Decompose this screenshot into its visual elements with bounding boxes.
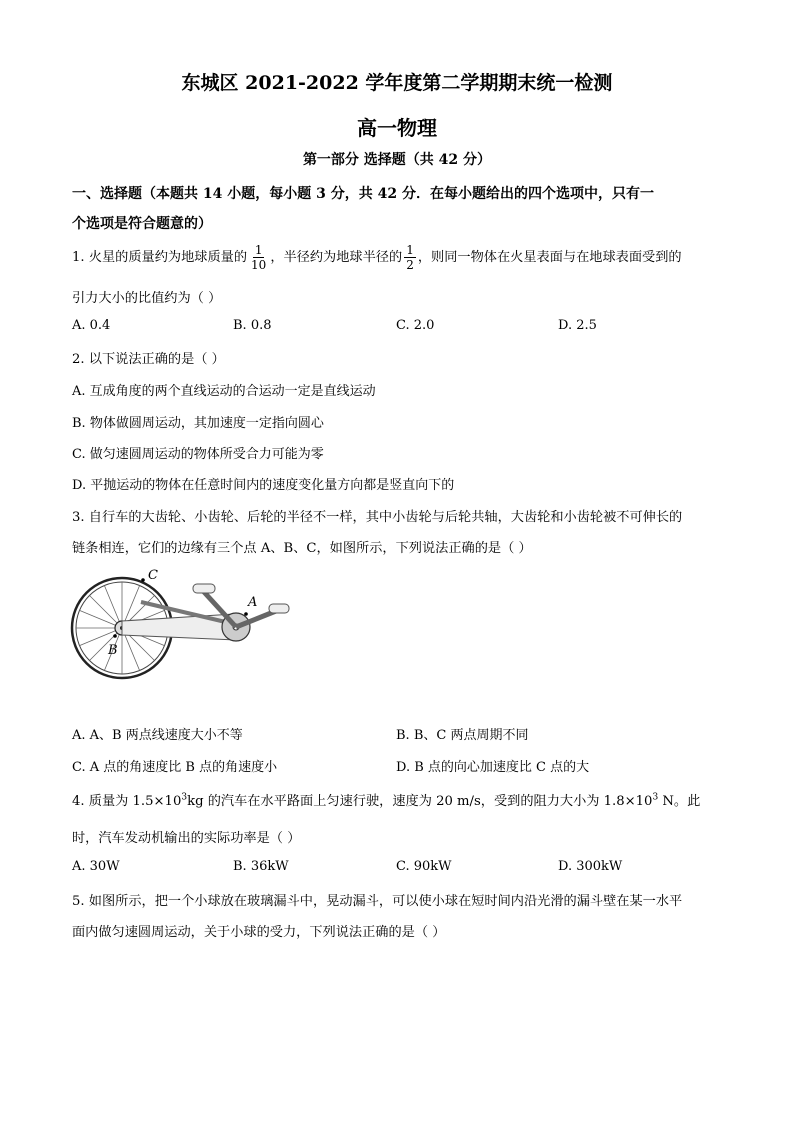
label-c: C bbox=[148, 568, 158, 583]
q4-text-a: 4. 质量为 1.5×10 bbox=[72, 794, 182, 809]
q2-option-d[interactable]: D. 平抛运动的物体在任意时间内的速度变化量方向都是竖直向下的 bbox=[72, 478, 455, 493]
question-3-line2: 链条相连，它们的边缘有三个点 A、B、C，如图所示，下列说法正确的是（ ） bbox=[72, 541, 532, 556]
section-instructions-line1: 一、选择题（本题共 14 小题，每小题 3 分，共 42 分．在每小题给出的四个选项中，只有一 bbox=[72, 186, 654, 202]
q4-option-a[interactable]: A. 30W bbox=[72, 859, 120, 874]
q2-option-c[interactable]: C. 做匀速圆周运动的物体所受合力可能为零 bbox=[72, 447, 324, 462]
point-b-marker bbox=[113, 634, 117, 638]
question-2-stem: 2. 以下说法正确的是（ ） bbox=[72, 352, 225, 367]
q1-option-a[interactable]: A. 0.4 bbox=[72, 318, 111, 333]
question-4-line1 bbox=[72, 790, 700, 809]
q1-text-c: ，则同一物体在火星表面与在地球表面受到的 bbox=[417, 250, 682, 265]
q4-option-d[interactable]: D. 300kW bbox=[558, 859, 623, 874]
question-1-line2: 引力大小的比值约为（ ） bbox=[72, 291, 222, 306]
q1-text-b: ，半径约为地球半径的 bbox=[270, 250, 403, 265]
chain bbox=[122, 614, 236, 640]
pedal-upper bbox=[193, 584, 215, 593]
fraction-one-half bbox=[404, 243, 416, 272]
question-5-line2: 面内做匀速圆周运动，关于小球的受力，下列说法正确的是（ ） bbox=[72, 925, 446, 940]
fraction-numerator: 1 bbox=[254, 243, 263, 257]
q4-option-b[interactable]: B. 36kW bbox=[233, 859, 289, 874]
q2-option-a[interactable]: A. 互成角度的两个直线运动的合运动一定是直线运动 bbox=[72, 384, 376, 399]
q3-option-b[interactable]: B. B、C 两点周期不同 bbox=[396, 728, 529, 743]
label-a: A bbox=[248, 595, 258, 610]
q2-option-b[interactable]: B. 物体做圆周运动，其加速度一定指向圆心 bbox=[72, 416, 324, 431]
fraction-denominator: 2 bbox=[406, 258, 414, 272]
q4-exponent-2: 3 bbox=[652, 792, 659, 803]
q3-option-d[interactable]: D. B 点的向心加速度比 C 点的大 bbox=[396, 760, 590, 775]
q4-text-b: kg 的汽车在水平路面上匀速行驶，速度为 20 m/s，受到的阻力大小为 1.8×10 bbox=[187, 794, 653, 809]
fraction-one-tenth bbox=[249, 243, 268, 272]
q1-option-d[interactable]: D. 2.5 bbox=[558, 318, 597, 333]
subject-title: 高一物理 bbox=[357, 116, 437, 140]
point-a-marker bbox=[244, 612, 248, 616]
section-instructions-line2: 个选项是符合题意的） bbox=[72, 216, 212, 232]
q3-option-c[interactable]: C. A 点的角速度比 B 点的角速度小 bbox=[72, 760, 278, 775]
q4-text-c: N。此 bbox=[658, 794, 701, 809]
question-4-line2: 时，汽车发动机输出的实际功率是（ ） bbox=[72, 831, 301, 846]
question-5-line1: 5. 如图所示，把一个小球放在玻璃漏斗中，晃动漏斗，可以使小球在短时间内沿光滑的漏斗壁在某一水平 bbox=[72, 894, 683, 909]
bicycle-gear-figure bbox=[66, 566, 296, 686]
q3-option-a[interactable]: A. A、B 两点线速度大小不等 bbox=[72, 728, 243, 743]
q4-exponent-1: 3 bbox=[181, 792, 188, 803]
point-c-marker bbox=[141, 578, 145, 582]
part-heading: 第一部分 选择题（共 42 分） bbox=[302, 152, 492, 168]
fraction-numerator: 1 bbox=[406, 243, 414, 257]
q1-option-c[interactable]: C. 2.0 bbox=[396, 318, 435, 333]
q1-text-a: 1. 火星的质量约为地球质量的 bbox=[72, 250, 248, 265]
q1-option-b[interactable]: B. 0.8 bbox=[233, 318, 272, 333]
fraction-denominator: 10 bbox=[251, 258, 267, 272]
label-b: B bbox=[108, 643, 118, 658]
question-1-line1 bbox=[72, 243, 682, 272]
q4-option-c[interactable]: C. 90kW bbox=[396, 859, 452, 874]
exam-title: 东城区 2021-2022 学年度第二学期期末统一检测 bbox=[181, 72, 613, 94]
pedal-lower bbox=[269, 604, 289, 613]
question-3-line1: 3. 自行车的大齿轮、小齿轮、后轮的半径不一样，其中小齿轮与后轮共轴，大齿轮和小齿轮被不可伸长的 bbox=[72, 510, 683, 525]
